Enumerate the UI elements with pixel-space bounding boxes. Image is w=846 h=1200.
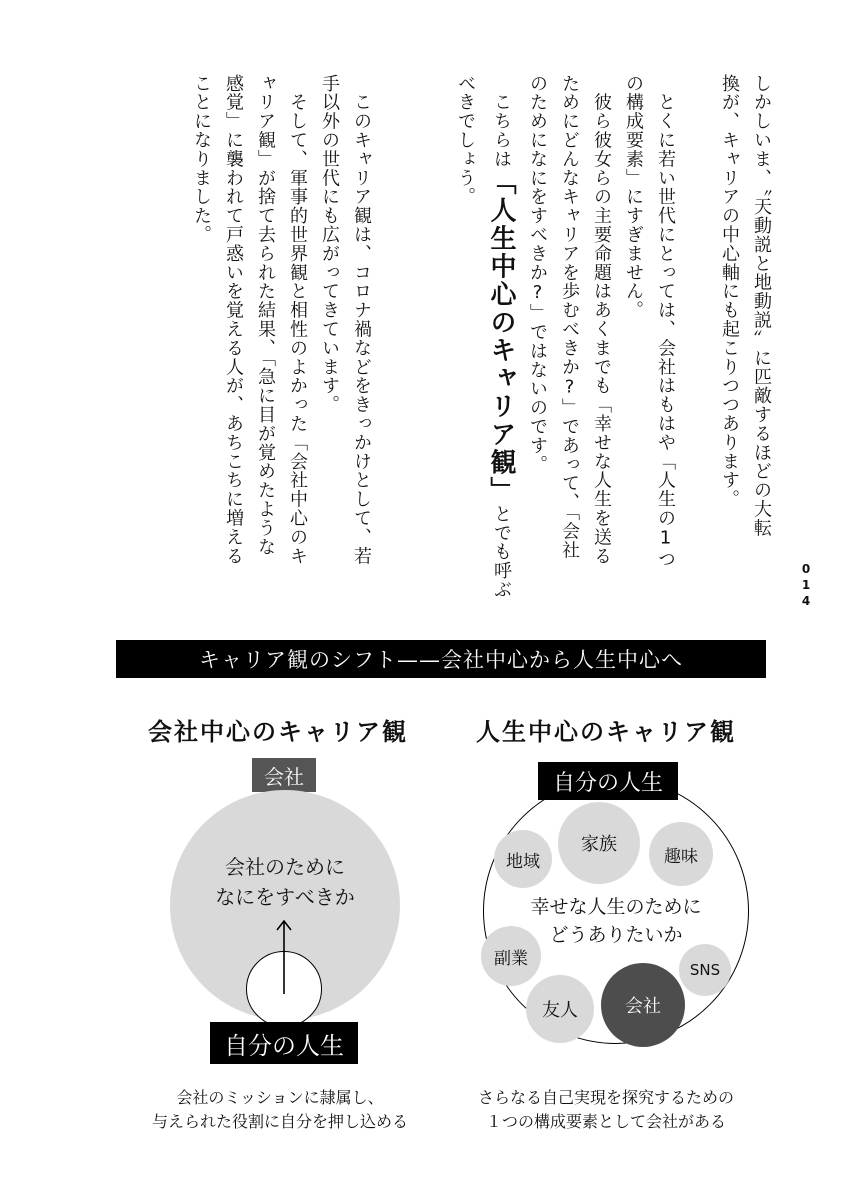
text-line: とくに若い世代にとっては、会社はもはや「人生の1つ bbox=[655, 92, 676, 569]
text-line: このキャリア観は、コロナ禍などをきっかけとして、若 bbox=[351, 92, 372, 566]
bubble-fukugyo: 副業 bbox=[481, 926, 541, 986]
right-self-label: 自分の人生 bbox=[538, 762, 678, 800]
text-line: こちらは「人生中心のキャリア観」とでも呼ぶ bbox=[486, 92, 516, 600]
left-circle-text bbox=[170, 852, 400, 912]
right-center-text-line2: どうありたいか bbox=[549, 924, 683, 946]
left-caption-line1: 会社のミッションに隷属し、 bbox=[176, 1088, 384, 1107]
left-heading: 会社中心のキャリア観 bbox=[148, 718, 408, 746]
right-center-text-line1: 幸せな人生のために bbox=[530, 896, 702, 918]
bubble-shumi: 趣味 bbox=[649, 822, 713, 886]
text-line: 彼ら彼女らの主要命題はあくまでも「幸せな人生を送る bbox=[591, 92, 612, 566]
text-line: べきでしょう。 bbox=[455, 74, 476, 207]
bubble-kaisha: 会社 bbox=[601, 963, 685, 1047]
left-circle-text-line1: 会社のために bbox=[225, 855, 345, 879]
text-line: 感覚」に襲われて戸惑いを覚える人が、あちこちに増える bbox=[223, 74, 244, 566]
body-text-lower bbox=[150, 74, 370, 634]
up-arrow-icon bbox=[274, 918, 294, 996]
diagram-banner: キャリア観のシフト——会社中心から人生中心へ bbox=[116, 640, 766, 678]
left-circle-text-line2: なにをすべきか bbox=[215, 885, 355, 909]
right-caption-line1: さらなる自己実現を探究するための bbox=[477, 1088, 734, 1107]
bubble-chiiki: 地域 bbox=[494, 830, 552, 888]
text-line bbox=[688, 74, 706, 634]
left-self-label: 自分の人生 bbox=[210, 1022, 358, 1064]
right-heading: 人生中心のキャリア観 bbox=[476, 718, 736, 746]
text-line: ためにどんなキャリアを歩むべきか?」であって、「会社 bbox=[559, 74, 580, 560]
highlight-phrase: 「人生中心のキャリア観」 bbox=[486, 168, 516, 505]
text-line: 手以外の世代にも広がってきています。 bbox=[319, 74, 340, 415]
bubble-sns: SNS bbox=[679, 944, 731, 996]
page-number: 014 bbox=[799, 562, 813, 610]
text-line: のためになにをすべきか?」ではないのです。 bbox=[527, 74, 548, 474]
bubble-kazoku: 家族 bbox=[558, 802, 640, 884]
text-line: 換が、キャリアの中心軸にも起こりつつあります。 bbox=[719, 74, 740, 509]
text-line: の構成要素」にすぎません。 bbox=[623, 74, 644, 320]
left-company-label: 会社 bbox=[252, 758, 316, 792]
right-caption-line2: １つの構成要素として会社がある bbox=[485, 1112, 726, 1131]
right-caption bbox=[456, 1086, 756, 1134]
body-text-upper bbox=[410, 74, 770, 634]
text-line: ことになりました。 bbox=[191, 74, 212, 245]
bubble-yujin: 友人 bbox=[526, 975, 594, 1043]
text-line: ャリア観」が捨て去られた結果、「急に目が覚めたような bbox=[255, 74, 276, 557]
text-line: しかしいま、〝天動説と地動説〟に匹敵するほどの大転 bbox=[751, 74, 772, 538]
left-caption-line2: 与えられた役割に自分を押し込める bbox=[151, 1112, 408, 1131]
text-line: そして、軍事的世界観と相性のよかった「会社中心のキ bbox=[287, 92, 308, 566]
left-caption bbox=[130, 1086, 430, 1134]
